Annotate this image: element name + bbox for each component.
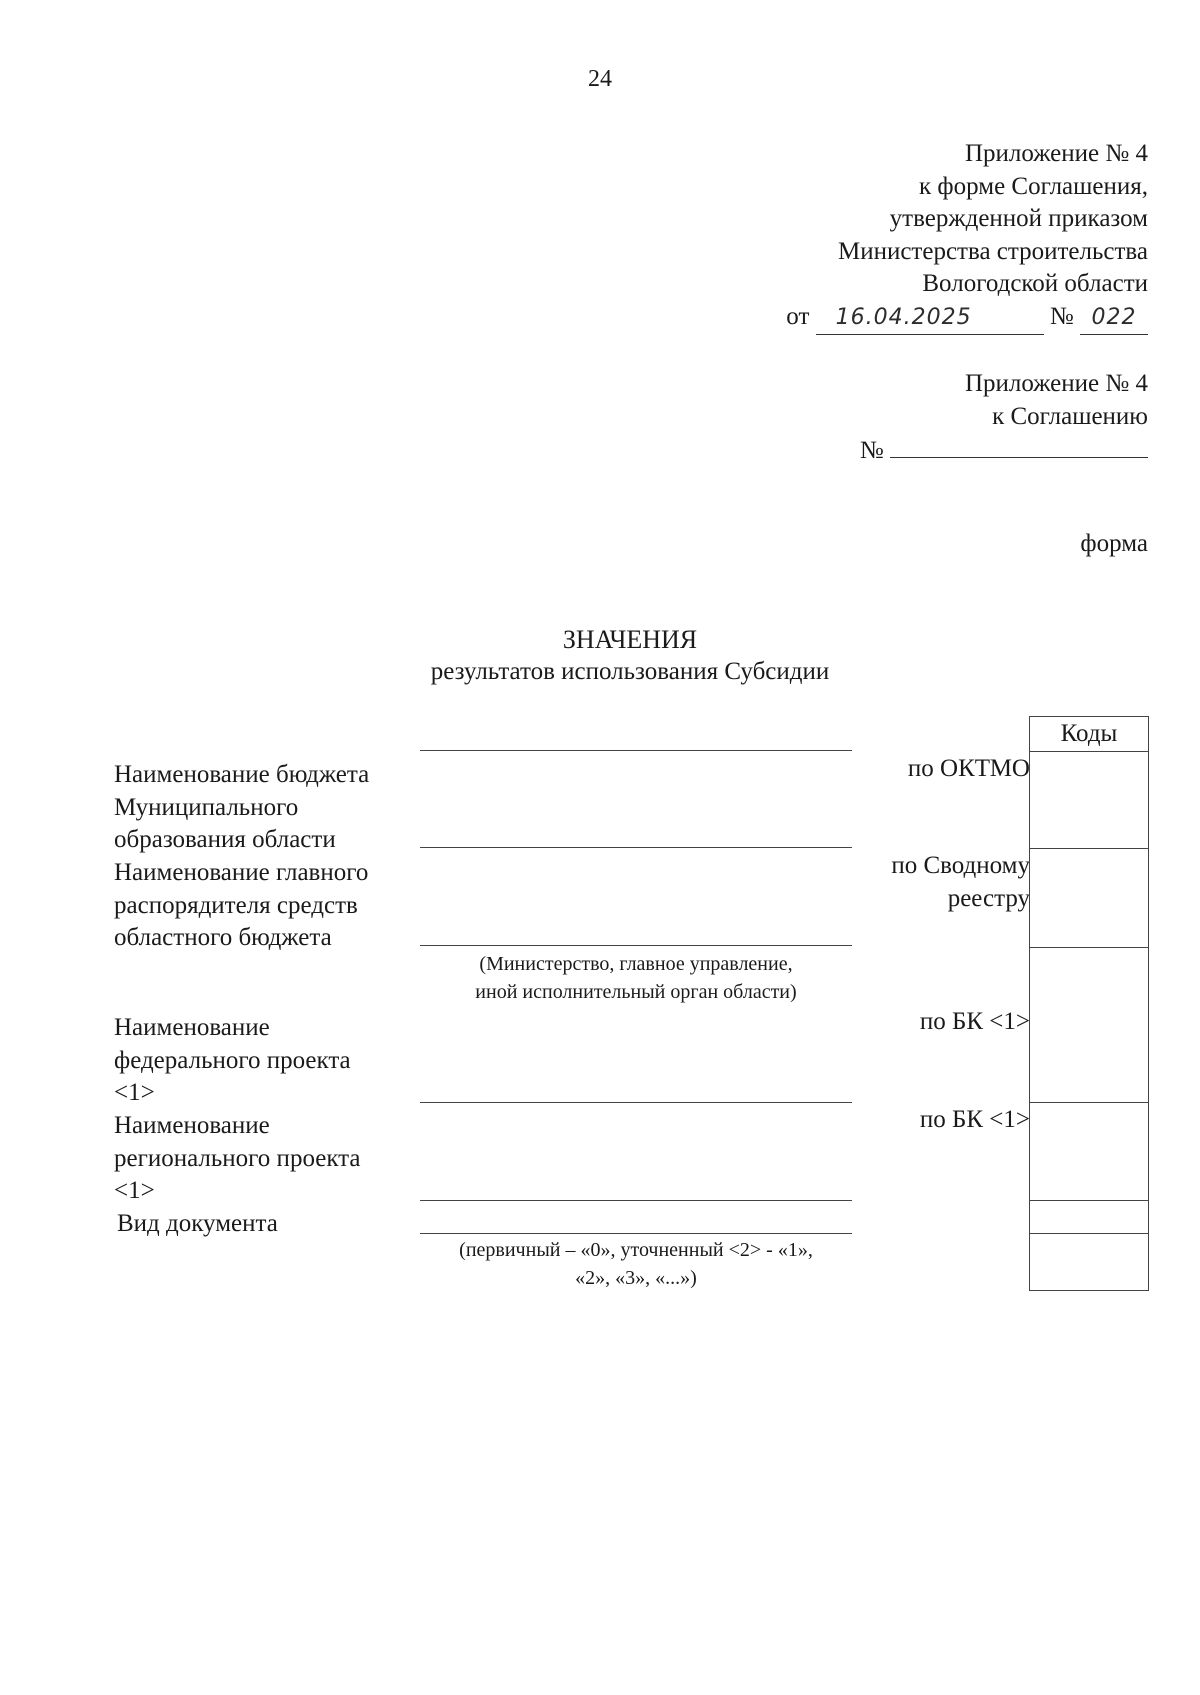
label-line: областного бюджета <box>114 924 332 951</box>
appendix-form-line: Приложение № 4 <box>964 140 1148 167</box>
document-subtitle: результатов использования Субсидии <box>430 658 830 685</box>
federal-project-label <box>114 1012 351 1110</box>
label-line: Наименование <box>114 1112 270 1139</box>
spacer-code-cell <box>1030 1201 1148 1234</box>
label-line: по Сводному <box>891 852 1030 879</box>
budget-name-label <box>114 759 369 857</box>
codes-header: Коды <box>1030 717 1148 752</box>
appendix-form-line: Вологодской области <box>922 270 1148 297</box>
bk-label-federal: по БК <1> <box>919 1008 1030 1035</box>
main-manager-label <box>114 857 368 955</box>
date-prefix: от <box>786 302 810 330</box>
note-line: (первичный – «0», уточненный <2> - «1», <box>459 1239 813 1261</box>
oktmo-label: по ОКТМО <box>907 755 1030 782</box>
doc-type-label: Вид документа <box>117 1210 278 1237</box>
appendix-form-line: Министерства строительства <box>837 237 1148 265</box>
label-line: <1> <box>114 1177 155 1204</box>
note-line: (Министерство, главное управление, <box>479 953 793 975</box>
label-line: Наименование бюджета <box>114 761 370 788</box>
page-number: 24 <box>588 66 612 92</box>
regional-project-label <box>114 1110 360 1208</box>
form-label: форма <box>1080 530 1148 557</box>
register-label <box>891 850 1030 915</box>
appendix-agreement-line: Приложение № 4 <box>964 370 1148 397</box>
order-date-number-line <box>786 301 1148 336</box>
label-line: Муниципального <box>114 793 299 821</box>
main-manager-field[interactable] <box>420 945 852 946</box>
label-line: федерального проекта <box>114 1046 351 1074</box>
label-line: реестру <box>947 884 1030 912</box>
order-date-field <box>816 301 1044 336</box>
doc-type-field[interactable] <box>420 1233 852 1234</box>
agreement-number-prefix: № <box>859 437 884 464</box>
main-manager-note <box>420 950 852 1006</box>
appendix-agreement-line: к Соглашению <box>992 402 1148 430</box>
agreement-number-field[interactable] <box>890 433 1148 458</box>
budget-name-field[interactable] <box>420 847 852 848</box>
register-code-cell[interactable] <box>1030 849 1148 948</box>
number-prefix: № <box>1049 302 1074 330</box>
order-number-handwritten: 022 <box>1091 304 1137 330</box>
doc-type-note <box>420 1236 852 1292</box>
oktmo-code-cell[interactable] <box>1030 752 1148 849</box>
appendix-form-line: к форме Соглашения, <box>919 172 1148 200</box>
codes-table <box>1029 716 1149 1291</box>
doc-type-code-cell[interactable] <box>1030 1234 1148 1290</box>
label-line: распорядителя средств <box>114 891 358 919</box>
label-line: Наименование <box>114 1014 270 1041</box>
bk-regional-code-cell[interactable] <box>1030 1103 1148 1201</box>
regional-project-field[interactable] <box>420 1200 852 1201</box>
label-line: <1> <box>114 1079 155 1106</box>
bk-label-regional: по БК <1> <box>919 1106 1030 1133</box>
appendix-form-line: утвержденной приказом <box>889 205 1148 232</box>
budget-top-line <box>420 750 852 751</box>
label-line: образования области <box>114 826 336 853</box>
label-line: Наименование главного <box>114 859 369 886</box>
appendix-agreement-block <box>860 368 1148 468</box>
order-date-handwritten: 16.04.2025 <box>835 304 972 330</box>
bk-federal-code-cell[interactable] <box>1030 948 1148 1103</box>
agreement-number-line <box>860 433 1148 468</box>
note-line: иной исполнительный орган области) <box>475 981 797 1003</box>
federal-project-field[interactable] <box>420 1102 852 1103</box>
note-line: «2», «3», «...») <box>575 1267 697 1289</box>
appendix-form-block <box>786 138 1148 335</box>
order-number-field <box>1080 301 1148 336</box>
label-line: регионального проекта <box>114 1144 361 1172</box>
document-title: ЗНАЧЕНИЯ <box>562 625 698 654</box>
